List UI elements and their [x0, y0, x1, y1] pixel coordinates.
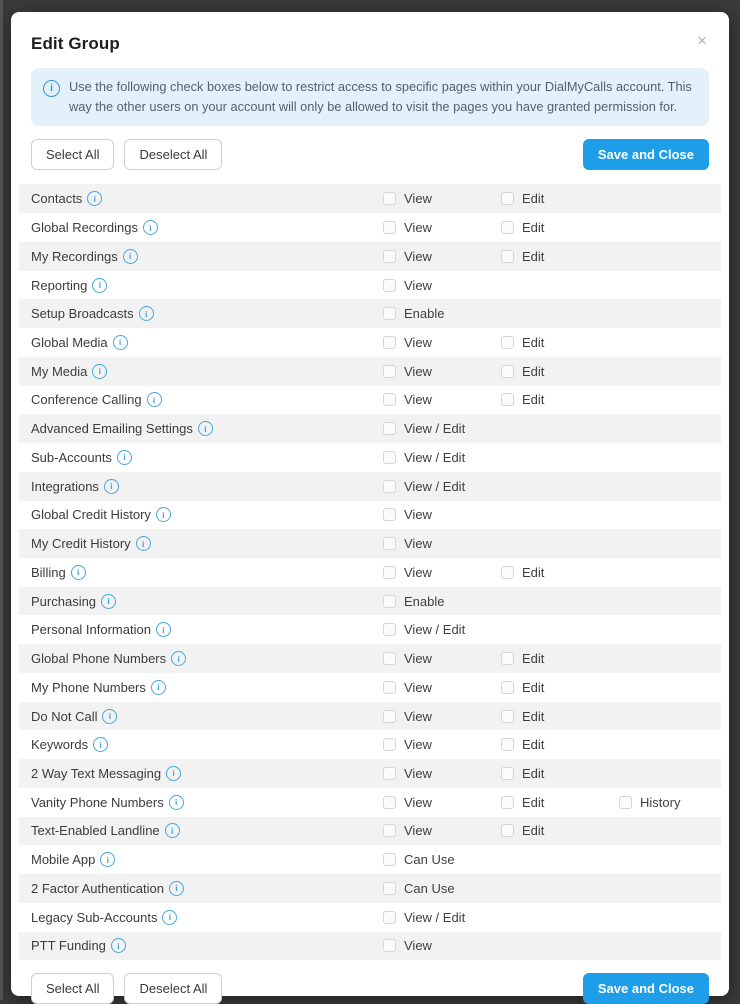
table-row [19, 644, 721, 673]
view-edit-checkbox[interactable] [383, 911, 396, 924]
permission-name: My Media [31, 363, 88, 379]
permission-option[interactable] [383, 680, 501, 695]
permission-name: Sub-Accounts [31, 449, 112, 465]
checkbox-label: Edit [522, 220, 545, 236]
permission-option[interactable] [501, 249, 619, 264]
view-checkbox[interactable] [383, 939, 396, 952]
permission-name: Purchasing [31, 593, 97, 609]
edit-checkbox[interactable] [501, 767, 514, 780]
table-row [19, 615, 721, 644]
permission-label [31, 651, 383, 666]
edit-checkbox[interactable] [501, 393, 514, 406]
table-row [19, 328, 721, 357]
checkbox-label: View [404, 277, 432, 293]
edit-checkbox[interactable] [501, 652, 514, 665]
permission-label [31, 507, 383, 522]
table-row [19, 242, 721, 271]
edit-checkbox[interactable] [501, 681, 514, 694]
checkbox-label: View / Edit [404, 909, 466, 925]
view-checkbox[interactable] [383, 681, 396, 694]
checkbox-label: View / Edit [404, 421, 466, 437]
permission-name: 2 Way Text Messaging [31, 765, 162, 781]
checkbox-label: View [404, 938, 432, 954]
permission-option[interactable] [501, 795, 619, 810]
view-checkbox[interactable] [383, 796, 396, 809]
permission-option[interactable] [383, 249, 501, 264]
permission-name: Mobile App [31, 852, 96, 868]
checkbox-label: View [404, 708, 432, 724]
permission-name: Advanced Emailing Settings [31, 421, 193, 437]
info-icon[interactable]: i [139, 306, 154, 321]
permission-option[interactable] [501, 565, 619, 580]
permission-name: Global Phone Numbers [31, 651, 167, 667]
view-checkbox[interactable] [383, 221, 396, 234]
info-icon[interactable]: i [156, 507, 171, 522]
permission-label [31, 191, 383, 206]
checkbox-label: Edit [522, 708, 545, 724]
permissions-table [19, 184, 721, 960]
permission-option[interactable] [383, 910, 543, 925]
permission-option[interactable] [383, 278, 501, 293]
table-row [19, 271, 721, 300]
permission-option[interactable] [501, 335, 619, 350]
checkbox-label: View [404, 737, 432, 753]
permission-option[interactable] [383, 479, 543, 494]
edit-checkbox[interactable] [501, 192, 514, 205]
permission-option[interactable] [501, 392, 619, 407]
permission-option[interactable] [501, 737, 619, 752]
edit-checkbox[interactable] [501, 365, 514, 378]
permission-label [31, 823, 383, 838]
permission-name: Vanity Phone Numbers [31, 794, 164, 810]
info-icon[interactable]: i [162, 910, 177, 925]
info-icon[interactable]: i [143, 220, 158, 235]
checkbox-label: View [404, 191, 432, 207]
info-icon[interactable]: i [113, 335, 128, 350]
permission-name: PTT Funding [31, 938, 106, 954]
view-checkbox[interactable] [383, 537, 396, 550]
permission-name: Setup Broadcasts [31, 306, 134, 322]
checkbox-label: View [404, 765, 432, 781]
table-row [19, 386, 721, 415]
can-use-checkbox[interactable] [383, 882, 396, 895]
checkbox-label: View [404, 248, 432, 264]
table-row [19, 472, 721, 501]
permission-option[interactable] [383, 823, 501, 838]
permission-option[interactable] [501, 220, 619, 235]
info-icon[interactable]: i [92, 278, 107, 293]
permission-name: Text-Enabled Landline [31, 823, 160, 839]
permission-label [31, 392, 383, 407]
bottom-toolbar [31, 973, 709, 1004]
info-icon[interactable]: i [171, 651, 186, 666]
table-row [19, 874, 721, 903]
edit-checkbox[interactable] [501, 824, 514, 837]
permission-option[interactable] [383, 507, 501, 522]
checkbox-label: Edit [522, 679, 545, 695]
permission-option[interactable] [619, 795, 737, 810]
info-icon[interactable]: i [156, 622, 171, 637]
permission-option[interactable] [383, 766, 501, 781]
info-icon[interactable]: i [104, 479, 119, 494]
info-alert [31, 68, 709, 126]
permission-option[interactable] [383, 622, 543, 637]
table-row [19, 903, 721, 932]
history-checkbox[interactable] [619, 796, 632, 809]
permission-name: Keywords [31, 737, 89, 753]
edit-checkbox[interactable] [501, 566, 514, 579]
checkbox-label: Enable [404, 306, 445, 322]
page-title: Edit Group [31, 34, 120, 53]
view-checkbox[interactable] [383, 365, 396, 378]
table-row [19, 357, 721, 386]
info-icon[interactable]: i [93, 737, 108, 752]
info-icon[interactable]: i [87, 191, 102, 206]
deselect-all-button[interactable]: Deselect All [124, 973, 222, 1004]
permission-name: Legacy Sub-Accounts [31, 909, 158, 925]
table-row [19, 817, 721, 846]
info-icon[interactable]: i [101, 594, 116, 609]
checkbox-label: View [404, 651, 432, 667]
info-icon[interactable]: i [198, 421, 213, 436]
permission-label [31, 565, 383, 580]
permission-option[interactable] [383, 881, 543, 896]
table-row [19, 558, 721, 587]
info-icon[interactable]: i [147, 392, 162, 407]
permission-label [31, 795, 383, 810]
permission-option[interactable] [383, 421, 543, 436]
table-row [19, 845, 721, 874]
info-icon[interactable]: i [169, 881, 184, 896]
checkbox-label: View / Edit [404, 622, 466, 638]
permission-name: My Credit History [31, 536, 131, 552]
permission-option[interactable] [501, 191, 619, 206]
table-row [19, 730, 721, 759]
checkbox-label: Edit [522, 191, 545, 207]
permission-option[interactable] [383, 938, 501, 953]
permission-label [31, 737, 383, 752]
permission-name: Conference Calling [31, 392, 142, 408]
info-alert-text: Use the following check boxes below to restrict access to specific pages within your DialMyCalls account. This way the other users on your account will only be allowed to visit the pages you have granted permission for. [69, 79, 692, 115]
permission-option[interactable] [383, 536, 501, 551]
close-icon[interactable]: × [697, 31, 707, 50]
checkbox-label: Edit [522, 334, 545, 350]
checkbox-label: View [404, 334, 432, 350]
permission-option[interactable] [383, 651, 501, 666]
info-icon[interactable]: i [169, 795, 184, 810]
permission-label [31, 622, 383, 637]
checkbox-label: History [640, 794, 681, 810]
select-all-button[interactable]: Select All [31, 973, 114, 1004]
permission-label [31, 278, 383, 293]
permission-option[interactable] [383, 191, 501, 206]
permission-name: Integrations [31, 478, 99, 494]
modal-header [31, 31, 709, 54]
info-icon[interactable]: i [123, 249, 138, 264]
checkbox-label: View [404, 392, 432, 408]
view-checkbox[interactable] [383, 508, 396, 521]
permission-label [31, 709, 383, 724]
permission-option[interactable] [383, 450, 543, 465]
info-icon[interactable]: i [100, 852, 115, 867]
checkbox-label: View / Edit [404, 478, 466, 494]
permission-name: 2 Factor Authentication [31, 880, 164, 896]
table-row [19, 673, 721, 702]
edit-checkbox[interactable] [501, 796, 514, 809]
view-checkbox[interactable] [383, 393, 396, 406]
checkbox-label: View [404, 679, 432, 695]
permission-option[interactable] [501, 364, 619, 379]
backdrop-edge [0, 0, 3, 1000]
permission-option[interactable] [383, 392, 501, 407]
permission-option[interactable] [501, 680, 619, 695]
permission-option[interactable] [383, 795, 501, 810]
view-checkbox[interactable] [383, 250, 396, 263]
permission-name: Billing [31, 564, 66, 580]
view-checkbox[interactable] [383, 738, 396, 751]
table-row [19, 501, 721, 530]
table-row [19, 932, 721, 961]
view-edit-checkbox[interactable] [383, 451, 396, 464]
checkbox-label: View [404, 794, 432, 810]
save-and-close-button[interactable]: Save and Close [583, 973, 709, 1004]
permission-option[interactable] [501, 651, 619, 666]
view-checkbox[interactable] [383, 710, 396, 723]
view-checkbox[interactable] [383, 767, 396, 780]
permission-name: Global Media [31, 334, 108, 350]
edit-checkbox[interactable] [501, 738, 514, 751]
info-icon[interactable]: i [102, 709, 117, 724]
permission-label [31, 421, 383, 436]
permission-option[interactable] [501, 823, 619, 838]
checkbox-label: Edit [522, 794, 545, 810]
view-checkbox[interactable] [383, 652, 396, 665]
permission-label [31, 594, 383, 609]
checkbox-label: View / Edit [404, 449, 466, 465]
checkbox-label: View [404, 564, 432, 580]
view-checkbox[interactable] [383, 824, 396, 837]
checkbox-label: Can Use [404, 880, 455, 896]
save-and-close-button[interactable]: Save and Close [583, 139, 709, 170]
permission-label [31, 910, 383, 925]
checkbox-label: Edit [522, 248, 545, 264]
permission-label [31, 938, 383, 953]
edit-checkbox[interactable] [501, 250, 514, 263]
enable-checkbox[interactable] [383, 307, 396, 320]
permission-name: Reporting [31, 277, 88, 293]
checkbox-label: Edit [522, 765, 545, 781]
enable-checkbox[interactable] [383, 595, 396, 608]
table-row [19, 788, 721, 817]
view-edit-checkbox[interactable] [383, 422, 396, 435]
view-checkbox[interactable] [383, 566, 396, 579]
deselect-all-button[interactable]: Deselect All [124, 139, 222, 170]
view-checkbox[interactable] [383, 192, 396, 205]
checkbox-label: View [404, 363, 432, 379]
permission-label [31, 364, 383, 379]
table-row [19, 587, 721, 616]
view-checkbox[interactable] [383, 336, 396, 349]
table-row [19, 213, 721, 242]
permission-label [31, 680, 383, 695]
permission-name: My Phone Numbers [31, 679, 146, 695]
checkbox-label: Edit [522, 392, 545, 408]
info-icon: i [43, 80, 60, 97]
permission-label [31, 881, 383, 896]
permission-option[interactable] [501, 709, 619, 724]
permission-name: My Recordings [31, 248, 118, 264]
permission-label [31, 479, 383, 494]
info-icon[interactable]: i [117, 450, 132, 465]
info-icon[interactable]: i [165, 823, 180, 838]
info-icon[interactable]: i [92, 364, 107, 379]
permission-label [31, 306, 383, 321]
permission-option[interactable] [383, 737, 501, 752]
checkbox-label: Can Use [404, 852, 455, 868]
info-icon[interactable]: i [166, 766, 181, 781]
table-row [19, 759, 721, 788]
checkbox-label: Edit [522, 363, 545, 379]
permission-option[interactable] [383, 335, 501, 350]
permission-label [31, 335, 383, 350]
checkbox-label: View [404, 536, 432, 552]
permission-option[interactable] [383, 709, 501, 724]
permission-name: Personal Information [31, 622, 151, 638]
permission-label [31, 450, 383, 465]
select-all-button[interactable]: Select All [31, 139, 114, 170]
permission-label [31, 766, 383, 781]
permission-option[interactable] [383, 594, 501, 609]
info-icon[interactable]: i [111, 938, 126, 953]
permission-name: Global Recordings [31, 220, 138, 236]
view-checkbox[interactable] [383, 279, 396, 292]
permission-option[interactable] [501, 766, 619, 781]
can-use-checkbox[interactable] [383, 853, 396, 866]
checkbox-label: Edit [522, 823, 545, 839]
edit-group-modal [11, 12, 729, 996]
permission-option[interactable] [383, 364, 501, 379]
table-row [19, 184, 721, 213]
permission-label [31, 249, 383, 264]
permission-name: Global Credit History [31, 507, 151, 523]
table-row [19, 299, 721, 328]
permission-option[interactable] [383, 306, 501, 321]
permission-label [31, 220, 383, 235]
permission-name: Do Not Call [31, 708, 98, 724]
checkbox-label: Edit [522, 651, 545, 667]
permission-name: Contacts [31, 191, 83, 207]
info-icon[interactable]: i [71, 565, 86, 580]
permission-option[interactable] [383, 220, 501, 235]
permission-option[interactable] [383, 565, 501, 580]
info-icon[interactable]: i [136, 536, 151, 551]
view-edit-checkbox[interactable] [383, 480, 396, 493]
checkbox-label: Enable [404, 593, 445, 609]
checkbox-label: Edit [522, 564, 545, 580]
checkbox-label: View [404, 823, 432, 839]
checkbox-label: Edit [522, 737, 545, 753]
edit-checkbox[interactable] [501, 336, 514, 349]
edit-checkbox[interactable] [501, 221, 514, 234]
info-icon[interactable]: i [151, 680, 166, 695]
table-row [19, 529, 721, 558]
permission-label [31, 852, 383, 867]
checkbox-label: View [404, 220, 432, 236]
edit-checkbox[interactable] [501, 710, 514, 723]
permission-option[interactable] [383, 852, 543, 867]
permission-label [31, 536, 383, 551]
table-row [19, 702, 721, 731]
top-toolbar [31, 139, 709, 170]
table-row [19, 414, 721, 443]
view-edit-checkbox[interactable] [383, 623, 396, 636]
checkbox-label: View [404, 507, 432, 523]
table-row [19, 443, 721, 472]
